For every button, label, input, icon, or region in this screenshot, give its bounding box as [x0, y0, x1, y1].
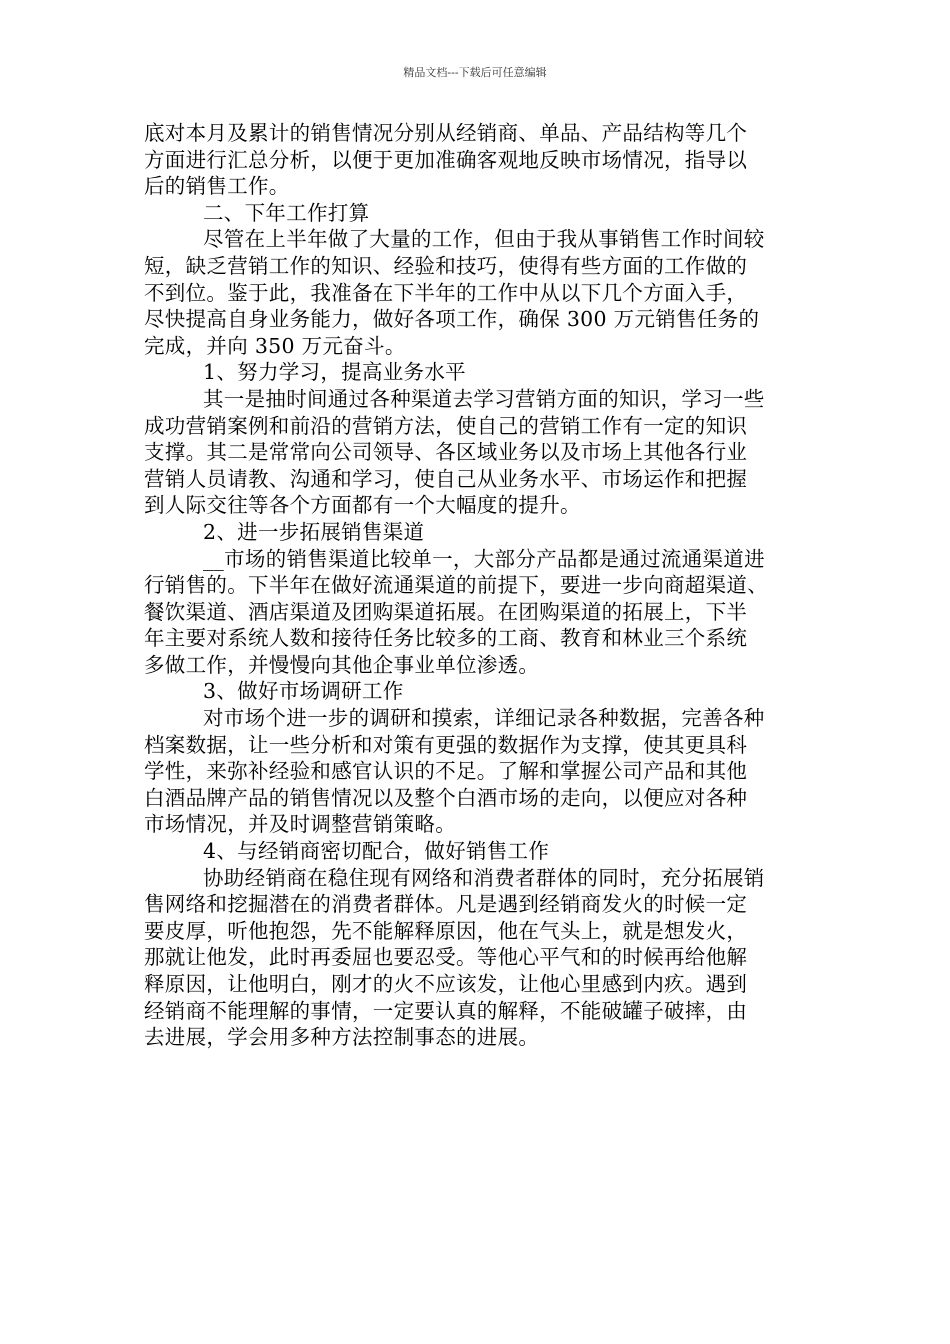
subsection-heading: 2、进一步拓展销售渠道	[203, 519, 425, 544]
body-line: 年主要对系统人数和接待任务比较多的工商、教育和林业三个系统	[144, 626, 748, 651]
body-line: 底对本月及累计的销售情况分别从经销商、单品、产品结构等几个	[144, 121, 748, 145]
body-line: 后的销售工作。	[144, 174, 290, 199]
body-line: 餐饮渠道、酒店渠道及团购渠道拓展。在团购渠道的拓展上，下半	[144, 599, 748, 624]
body-line: 那就让他发，此时再委屈也要忍受。等他心平气和的时候再给他解	[144, 945, 748, 970]
subsection-heading: 1、努力学习，提高业务水平	[203, 360, 466, 385]
body-line: 营销人员请教、沟通和学习，使自己从业务水平、市场运作和把握	[144, 466, 748, 491]
body-line: 去进展，学会用多种方法控制事态的进展。	[144, 1025, 540, 1050]
paragraph-start: 尽管在上半年做了大量的工作，但由于我从事销售工作时间较	[203, 227, 765, 252]
body-line: 方面进行汇总分析，以便于更加准确客观地反映市场情况，指导以	[144, 147, 748, 172]
body-line: 到人际交往等各个方面都有一个大幅度的提升。	[144, 493, 581, 518]
body-line: 成功营销案例和前沿的营销方法，使自己的营销工作有一定的知识	[144, 413, 748, 438]
body-line: 白酒品牌产品的销售情况以及整个白酒市场的走向，以便应对各种	[144, 785, 748, 810]
subsection-heading: 3、做好市场调研工作	[203, 679, 404, 704]
paragraph-start: 协助经销商在稳住现有网络和消费者群体的同时，充分拓展销	[203, 865, 765, 890]
body-line: 多做工作，并慢慢向其他企事业单位渗透。	[144, 652, 540, 677]
paragraph-start: __市场的销售渠道比较单一，大部分产品都是通过流通渠道进	[203, 546, 765, 571]
page-header: 精品文档---下载后可任意编辑	[403, 66, 547, 79]
body-line: 售网络和挖掘潜在的消费者群体。凡是遇到经销商发火的时候一定	[144, 892, 748, 917]
subsection-heading: 4、与经销商密切配合，做好销售工作	[203, 839, 550, 864]
body-line: 完成，并向 350 万元奋斗。	[144, 333, 406, 358]
document-body	[144, 120, 810, 1051]
body-line: 市场情况，并及时调整营销策略。	[144, 812, 456, 837]
body-line: 不到位。鉴于此，我准备在下半年的工作中从以下几个方面入手，	[144, 280, 748, 305]
body-line: 要皮厚，听他抱怨，先不能解释原因，他在气头上，就是想发火，	[144, 918, 748, 943]
body-line: 行销售的。下半年在做好流通渠道的前提下，要进一步向商超渠道、	[144, 573, 768, 598]
body-line: 短，缺乏营销工作的知识、经验和技巧，使得有些方面的工作做的	[144, 253, 748, 278]
paragraph-start: 对市场个进一步的调研和摸索，详细记录各种数据，完善各种	[203, 706, 765, 731]
body-line: 释原因，让他明白，刚才的火不应该发，让他心里感到内疚。遇到	[144, 972, 748, 996]
body-line: 尽快提高自身业务能力，做好各项工作，确保 300 万元销售任务的	[144, 307, 760, 332]
body-line: 学性，来弥补经验和感官认识的不足。了解和掌握公司产品和其他	[144, 759, 748, 784]
body-line: 档案数据，让一些分析和对策有更强的数据作为支撑，使其更具科	[144, 732, 748, 757]
paragraph-start: 其一是抽时间通过各种渠道去学习营销方面的知识，学习一些	[203, 386, 765, 411]
body-line: 经销商不能理解的事情，一定要认真的解释，不能破罐子破摔，由	[144, 998, 748, 1023]
section-heading: 二、下年工作打算	[203, 200, 370, 225]
body-line: 支撑。其二是常常向公司领导、各区域业务以及市场上其他各行业	[144, 440, 748, 465]
